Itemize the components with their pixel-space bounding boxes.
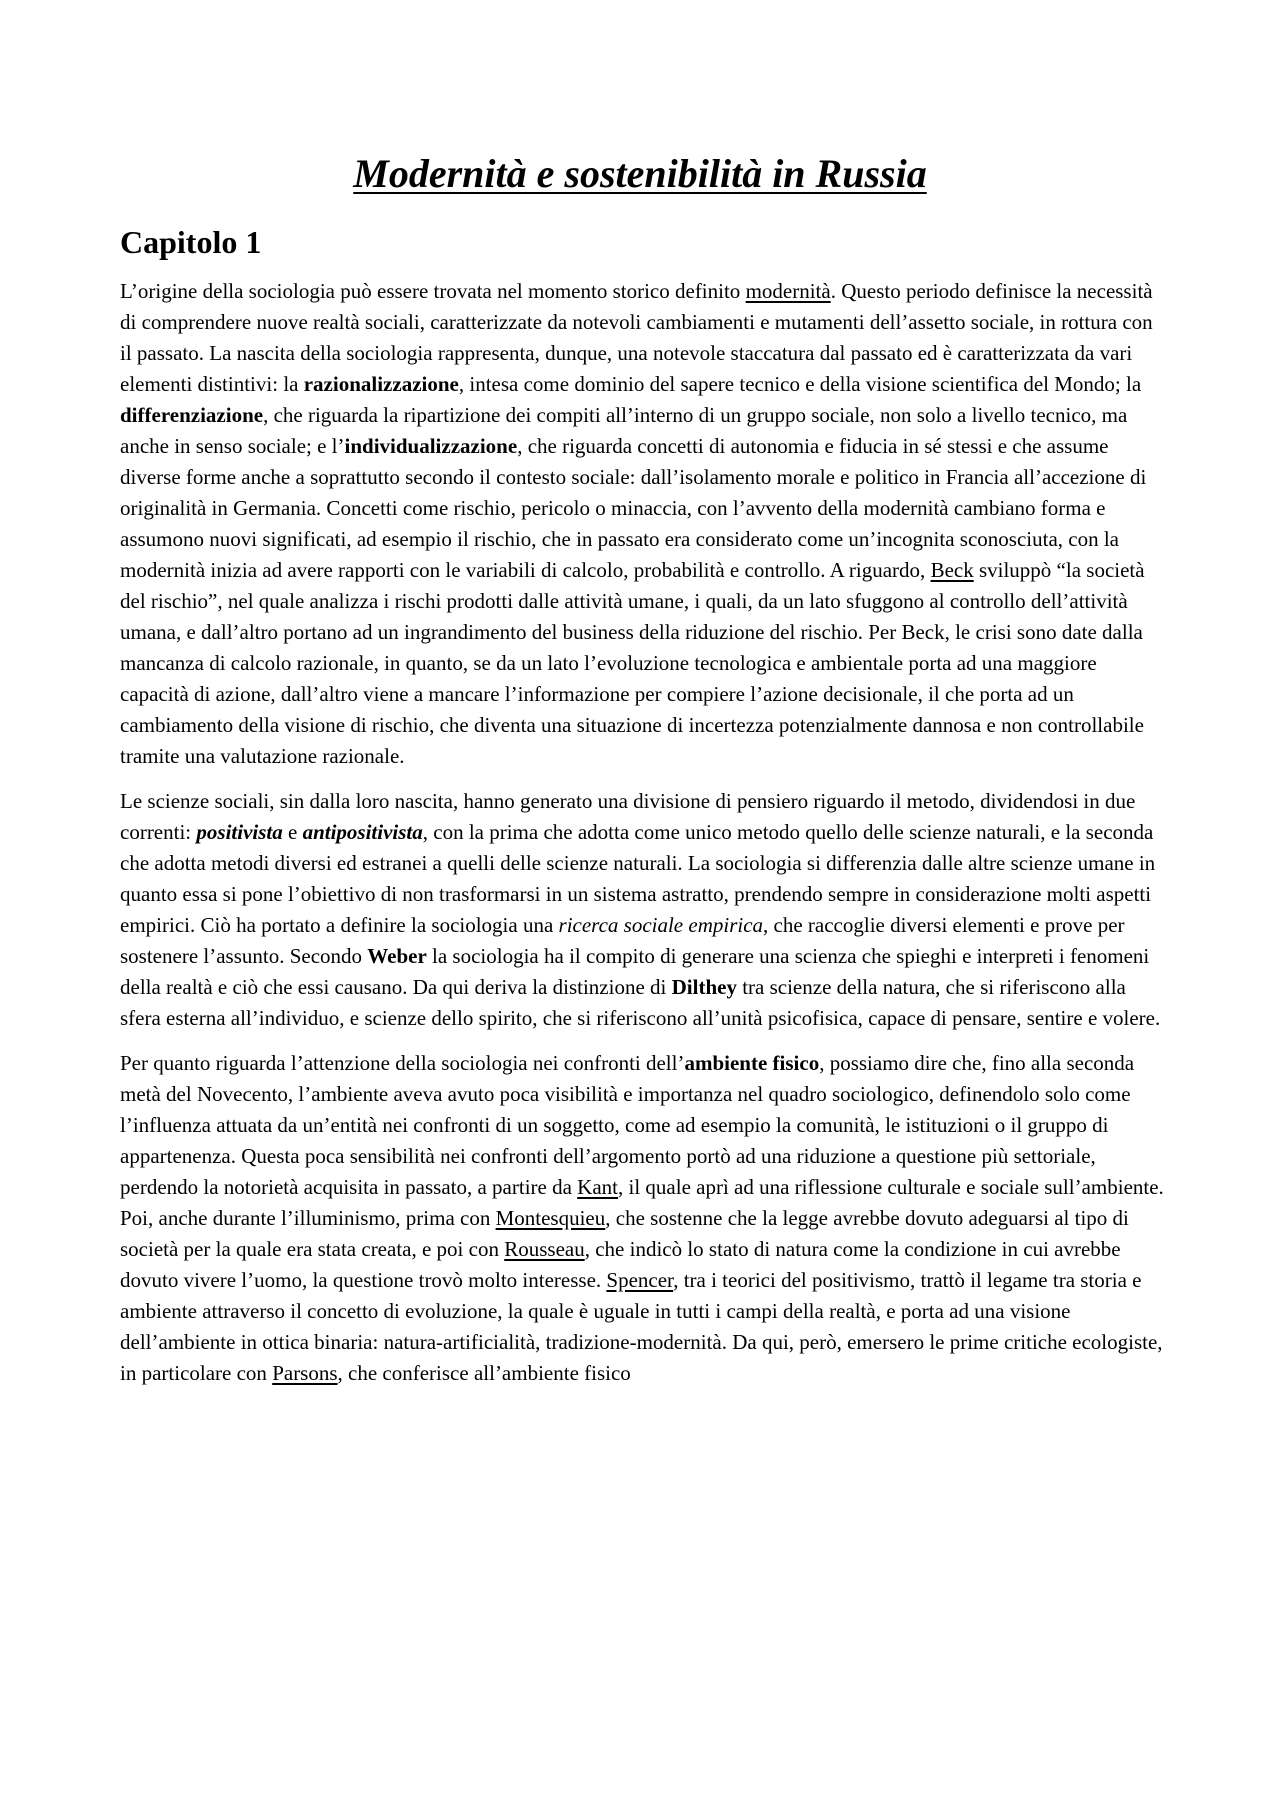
underlined-term: Parsons [272, 1361, 338, 1385]
text-run: , che riguarda la ripartizione dei compiti all’interno di un gruppo sociale, non solo a livello tecnico, ma anche in senso sociale; e l’ [120, 403, 1128, 458]
bold-italic-term: antipositivista [302, 820, 423, 844]
text-run: la sociologia ha il compito di generare una scienza che spieghi e interpreti i fenomeni della realtà e ciò che essi causano. Da qui deriva la distinzione di [120, 944, 1150, 999]
paragraph-1 [120, 276, 1166, 772]
text-run: , che indicò lo stato di natura come la condizione in cui avrebbe dovuto vivere l’uomo, la questione trovò molto interesse. [120, 1237, 1121, 1292]
text-run: , il quale aprì ad una riflessione culturale e sociale sull’ambiente. Poi, anche durante l’illuminismo, prima con [120, 1175, 1164, 1230]
underlined-term: modernità [745, 279, 831, 303]
text-run: , possiamo dire che, fino alla seconda metà del Novecento, l’ambiente aveva avuto poca visibilità e importanza nel quadro sociologico, definendolo solo come l’influenza attuata da un’entità nei confronti di un soggetto, come ad esempio la comunità, le istituzioni o il gruppo di appartenenza. Questa poca sensibilità nei confronti dell’argomento portò ad una riduzione a questione più settoriale, perdendo la notorietà acquisita in passato, a partire da [120, 1051, 1135, 1199]
text-run: tra scienze della natura, che si riferiscono alla sfera esterna all’individuo, e scienze dello spirito, che si riferiscono all’unità psicofisica, capace di pensare, sentire e volere. [120, 975, 1161, 1030]
document-title: Modernità e sostenibilità in Russia [353, 151, 927, 196]
bold-term: individualizzazione [344, 434, 518, 458]
text-run: , che raccoglie diversi elementi e prove per sostenere l’assunto. Secondo [120, 913, 1125, 968]
chapter-heading: Capitolo 1 [120, 224, 262, 260]
bold-term: Weber [367, 944, 427, 968]
text-run: Le scienze sociali, sin dalla loro nascita, hanno generato una divisione di pensiero riguardo il metodo, dividendosi in due correnti: [120, 789, 1136, 844]
document-body [120, 276, 1166, 1403]
paragraph-3 [120, 1048, 1166, 1389]
underlined-term: Montesquieu [495, 1206, 606, 1230]
text-run: e [282, 820, 303, 844]
paragraph-2 [120, 786, 1166, 1034]
text-run: Per quanto riguarda l’attenzione della sociologia nei confronti dell’ [120, 1051, 685, 1075]
text-run: L’origine della sociologia può essere trovata nel momento storico definito [120, 279, 746, 303]
text-run: , che riguarda concetti di autonomia e fiducia in sé stessi e che assume diverse forme anche a soprattutto secondo il contesto sociale: dall’isolamento morale e politico in Francia all’accezione di originalità in Germania. Concetti come rischio, pericolo o minaccia, con l’avvento della modernità cambiano forma e assumono nuovi significati, ad esempio il rischio, che in passato era considerato come un’incognita sconosciuta, con la modernità inizia ad avere rapporti con le variabili di calcolo, probabilità e controllo. A riguardo, [120, 434, 1147, 582]
text-run: , intesa come dominio del sapere tecnico e della visione scientifica del Mondo; la [458, 372, 1142, 396]
underlined-term: Spencer [606, 1268, 674, 1292]
bold-term: ambiente fisico [684, 1051, 820, 1075]
bold-italic-term: positivista [196, 820, 283, 844]
bold-term: Dilthey [671, 975, 737, 999]
bold-term: differenziazione [120, 403, 264, 427]
underlined-term: Rousseau [504, 1237, 585, 1261]
text-run: , che sostenne che la legge avrebbe dovuto adeguarsi al tipo di società per la quale era stata creata, e poi con [120, 1206, 1129, 1261]
text-run: sviluppò “la società del rischio”, nel quale analizza i rischi prodotti dalle attività umane, i quali, da un lato sfuggono al controllo dell’attività umana, e dall’altro portano ad un ingrandimento del business della riduzione del rischio. Per Beck, le crisi sono date dalla mancanza di calcolo razionale, in quanto, se da un lato l’evoluzione tecnologica e ambientale porta ad una maggiore capacità di azione, dall’altro viene a mancare l’informazione per compiere l’azione decisionale, il che porta ad un cambiamento della visione di rischio, che diventa una situazione di incertezza potenzialmente dannosa e non controllabile tramite una valutazione razionale. [120, 558, 1145, 768]
underlined-term: Kant [577, 1175, 618, 1199]
bold-term: razionalizzazione [303, 372, 459, 396]
text-run: . Questo periodo definisce la necessità di comprendere nuove realtà sociali, caratterizzate da notevoli cambiamenti e mutamenti dell’assetto sociale, in rottura con il passato. La nascita della sociologia rappresenta, dunque, una notevole staccatura dal passato ed è caratterizzata da vari elementi distintivi: la [120, 279, 1153, 396]
underlined-term: Beck [930, 558, 974, 582]
text-run: , tra i teorici del positivismo, trattò il legame tra storia e ambiente attraverso il concetto di evoluzione, la quale è uguale in tutti i campi della realtà, e porta ad una visione dell’ambiente in ottica binaria: natura-artificialità, tradizione-modernità. Da qui, però, emersero le prime critiche ecologiste, in particolare con [120, 1268, 1163, 1385]
italic-term: ricerca sociale empirica [558, 913, 764, 937]
text-run: , che conferisce all’ambiente fisico [337, 1361, 631, 1385]
text-run: , con la prima che adotta come unico metodo quello delle scienze naturali, e la seconda che adotta metodi diversi ed estranei a quelli delle scienze naturali. La sociologia si differenzia dalle altre scienze umane in quanto essa si pone l’obiettivo di non trasformarsi in un sistema astratto, prendendo sempre in considerazione molti aspetti empirici. Ciò ha portato a definire la sociologia una [120, 820, 1156, 937]
